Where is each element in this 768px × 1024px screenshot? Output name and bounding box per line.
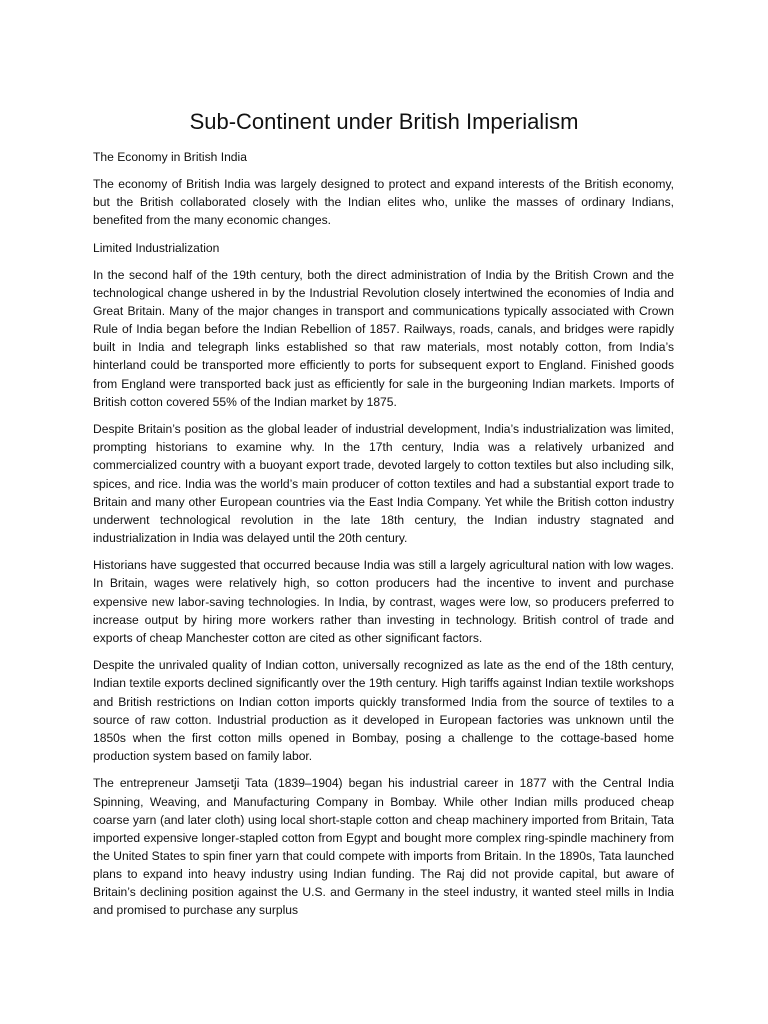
paragraph: The entrepreneur Jamsetji Tata (1839–1904) began his industrial career in 1877 with the Central India Spinning, Weaving, and Manufacturing Company in Bombay. While other Indian mills produced cheap coarse yarn (and later cloth) using local short-staple cotton and cheap machinery imported from Britain, Tata imported expensive longer-stapled cotton from Egypt and bought more complex ring-spindle machinery from the United States to spin finer yarn that could compete with imports from Britain. In the 1890s, Tata launched plans to expand into heavy industry using Indian funding. The Raj did not provide capital, but aware of Britain’s declining position against the U.S. and Germany in the steel industry, it wanted steel mills in India and promised to purchase any surplus — [93, 776, 674, 918]
section-heading-economy: The Economy in British India — [93, 150, 247, 164]
paragraph: Despite the unrivaled quality of Indian cotton, universally recognized as late as the end of the 18th century, Indian textile exports declined significantly over the 19th century. High tariffs against Indian textile workshops and British restrictions on Indian cotton imports quickly transformed India from the source of textiles to a source of raw cotton. Industrial production as it developed in European factories was unknown until the 1850s when the first cotton mills opened in Bombay, posing a challenge to the cottage-based home production system based on family labor. — [93, 658, 674, 763]
paragraph: The economy of British India was largely designed to protect and expand interests of the British economy, but the British collaborated closely with the Indian elites who, unlike the masses of ordinary Indians, benefited from the many economic changes. — [93, 177, 674, 228]
section-heading-industrialization: Limited Industrialization — [93, 240, 220, 255]
paragraph: Despite Britain’s position as the global leader of industrial development, India’s industrialization was limited, prompting historians to examine why. In the 17th century, India was a relatively urbanized and commercialized country with a buoyant export trade, devoted largely to cotton textiles but also including silk, spices, and rice. India was the world’s main producer of cotton textiles and had a substantial export trade to Britain and many other European countries via the East India Company. Yet while the British cotton industry underwent technological revolution in the late 18th century, the Indian industry stagnated and industrialization in India was delayed until the 20th century. — [93, 422, 674, 545]
page-title: Sub-Continent under British Imperialism — [189, 109, 579, 134]
paragraph: Historians have suggested that occurred because India was still a largely agricultural nation with low wages. In Britain, wages were relatively high, so cotton producers had the incentive to invent and purchase expensive new labor-saving technologies. In India, by contrast, wages were low, so producers preferred to increase output by hiring more workers rather than investing in technology. British control of trade and exports of cheap Manchester cotton are cited as other significant factors. — [93, 558, 674, 645]
document-body — [93, 148, 674, 929]
paragraph: In the second half of the 19th century, both the direct administration of India by the British Crown and the technological change ushered in by the Industrial Revolution closely intertwined the economies of India and Great Britain. Many of the major changes in transport and communications typically associated with Crown Rule of India began before the Indian Rebellion of 1857. Railways, roads, canals, and bridges were rapidly built in India and telegraph links established so that raw materials, most notably cotton, from India’s hinterland could be transported more efficiently to ports for subsequent export to England. Finished goods from England were transported back just as efficiently for sale in the burgeoning Indian markets. Imports of British cotton covered 55% of the Indian market by 1875. — [93, 267, 674, 409]
